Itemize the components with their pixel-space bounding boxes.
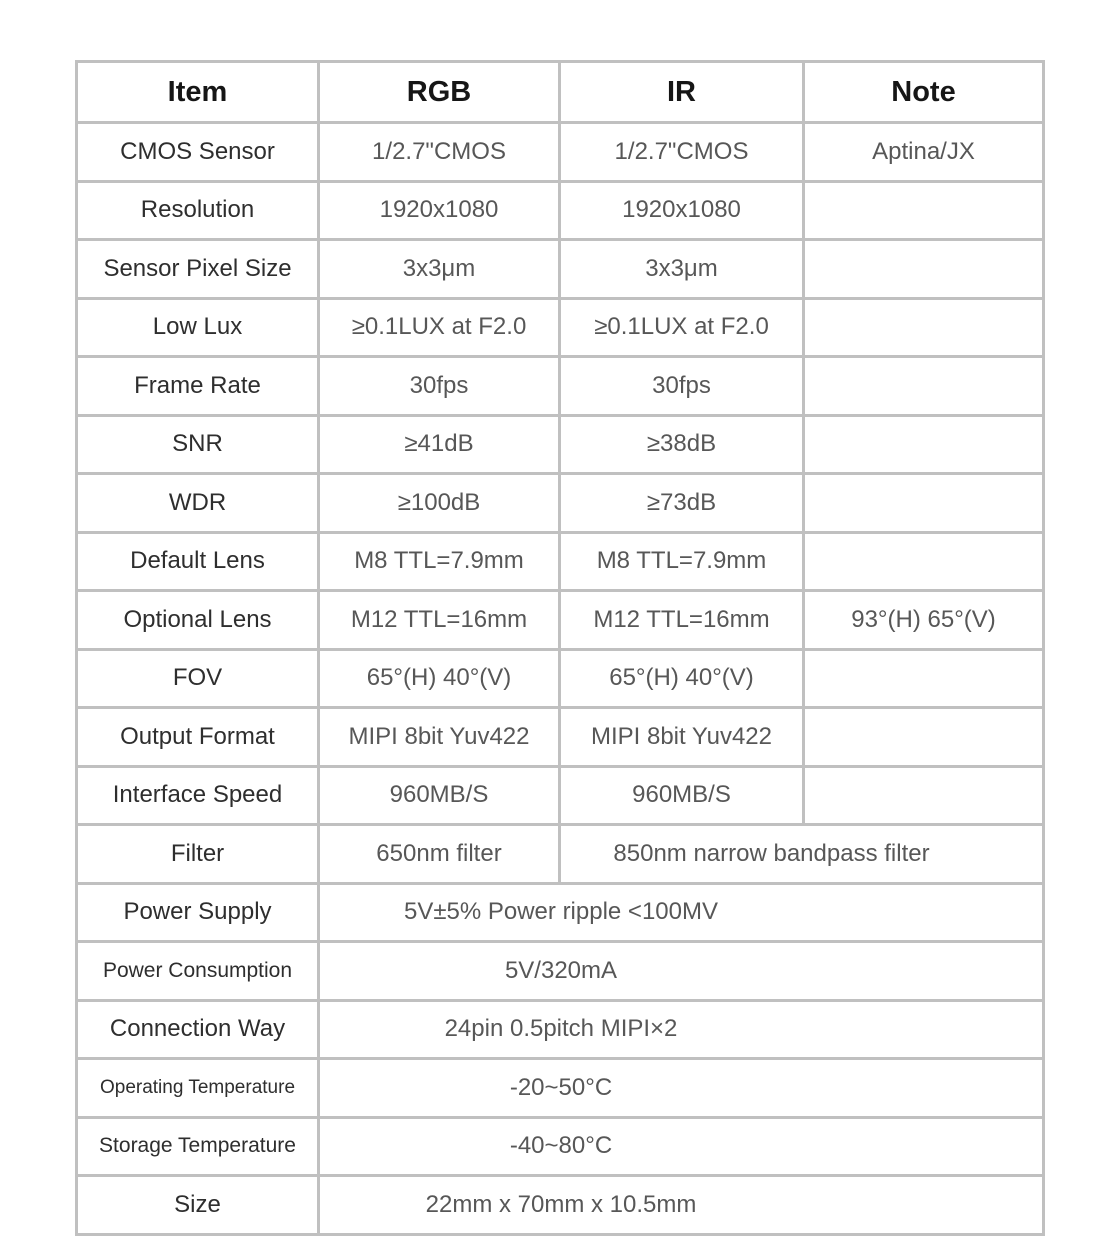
spec-item-label: Frame Rate bbox=[77, 357, 319, 416]
table-row bbox=[77, 708, 1044, 767]
spec-value-cell: 1/2.7"CMOS bbox=[560, 123, 804, 182]
spec-value-cell: -20~50°C bbox=[319, 1059, 1044, 1118]
table-row bbox=[77, 825, 1044, 884]
spec-value-cell: 30fps bbox=[560, 357, 804, 416]
spec-value-cell: ≥73dB bbox=[560, 474, 804, 533]
table-row bbox=[77, 532, 1044, 591]
column-header-rgb: RGB bbox=[319, 62, 560, 123]
spec-value-cell bbox=[804, 415, 1044, 474]
spec-table-header bbox=[77, 62, 1044, 123]
spec-value-cell bbox=[804, 357, 1044, 416]
spec-table-body bbox=[77, 123, 1044, 1235]
table-row bbox=[77, 123, 1044, 182]
spec-value-cell: M8 TTL=7.9mm bbox=[560, 532, 804, 591]
spec-value-cell: M12 TTL=16mm bbox=[560, 591, 804, 650]
table-row bbox=[77, 766, 1044, 825]
column-header-item: Item bbox=[77, 62, 319, 123]
table-row bbox=[77, 357, 1044, 416]
spec-value-cell: ≥100dB bbox=[319, 474, 560, 533]
spec-value-cell: MIPI 8bit Yuv422 bbox=[560, 708, 804, 767]
spec-value-cell: 960MB/S bbox=[319, 766, 560, 825]
spec-value-cell: 1/2.7"CMOS bbox=[319, 123, 560, 182]
spec-value-cell bbox=[804, 240, 1044, 299]
spec-value-cell: MIPI 8bit Yuv422 bbox=[319, 708, 560, 767]
spec-item-label: Power Supply bbox=[77, 883, 319, 942]
spec-item-label: Size bbox=[77, 1176, 319, 1235]
spec-value-cell: 65°(H) 40°(V) bbox=[319, 649, 560, 708]
spec-value-cell: 22mm x 70mm x 10.5mm bbox=[319, 1176, 1044, 1235]
spec-value-cell bbox=[804, 532, 1044, 591]
table-row bbox=[77, 474, 1044, 533]
spec-value-cell: ≥41dB bbox=[319, 415, 560, 474]
table-row bbox=[77, 181, 1044, 240]
spec-value-cell bbox=[804, 766, 1044, 825]
spec-value-cell: ≥0.1LUX at F2.0 bbox=[560, 298, 804, 357]
spec-value-cell bbox=[804, 181, 1044, 240]
spec-value-cell: 93°(H) 65°(V) bbox=[804, 591, 1044, 650]
spec-value-cell bbox=[804, 708, 1044, 767]
table-row bbox=[77, 591, 1044, 650]
spec-item-label: SNR bbox=[77, 415, 319, 474]
spec-value-cell: Aptina/JX bbox=[804, 123, 1044, 182]
spec-value-cell: 30fps bbox=[319, 357, 560, 416]
spec-value-cell: ≥0.1LUX at F2.0 bbox=[319, 298, 560, 357]
table-row bbox=[77, 649, 1044, 708]
spec-item-label: Low Lux bbox=[77, 298, 319, 357]
spec-value-cell: -40~80°C bbox=[319, 1117, 1044, 1176]
table-row bbox=[77, 1000, 1044, 1059]
spec-value-cell: 3x3μm bbox=[319, 240, 560, 299]
table-row bbox=[77, 1059, 1044, 1118]
table-row bbox=[77, 240, 1044, 299]
spec-item-label: Power Consumption bbox=[77, 942, 319, 1001]
spec-value-cell: 1920x1080 bbox=[560, 181, 804, 240]
spec-value-cell bbox=[804, 649, 1044, 708]
spec-item-label: Output Format bbox=[77, 708, 319, 767]
spec-value-cell: 850nm narrow bandpass filter bbox=[560, 825, 1044, 884]
spec-item-label: Filter bbox=[77, 825, 319, 884]
spec-value-cell: 960MB/S bbox=[560, 766, 804, 825]
table-row bbox=[77, 883, 1044, 942]
table-row bbox=[77, 942, 1044, 1001]
table-row bbox=[77, 415, 1044, 474]
spec-value-cell: M8 TTL=7.9mm bbox=[319, 532, 560, 591]
spec-value-cell: 3x3μm bbox=[560, 240, 804, 299]
spec-item-label: Connection Way bbox=[77, 1000, 319, 1059]
spec-value-cell: 1920x1080 bbox=[319, 181, 560, 240]
spec-value-cell bbox=[804, 474, 1044, 533]
spec-item-label: Resolution bbox=[77, 181, 319, 240]
spec-item-label: CMOS Sensor bbox=[77, 123, 319, 182]
spec-value-cell: 24pin 0.5pitch MIPI×2 bbox=[319, 1000, 1044, 1059]
spec-item-label: WDR bbox=[77, 474, 319, 533]
spec-item-label: Sensor Pixel Size bbox=[77, 240, 319, 299]
spec-value-cell: 650nm filter bbox=[319, 825, 560, 884]
spec-table bbox=[75, 60, 1045, 1236]
spec-value-cell: ≥38dB bbox=[560, 415, 804, 474]
spec-item-label: Optional Lens bbox=[77, 591, 319, 650]
table-row bbox=[77, 1117, 1044, 1176]
spec-item-label: Default Lens bbox=[77, 532, 319, 591]
header-row bbox=[77, 62, 1044, 123]
spec-item-label: FOV bbox=[77, 649, 319, 708]
spec-value-cell bbox=[804, 298, 1044, 357]
table-row bbox=[77, 1176, 1044, 1235]
table-row bbox=[77, 298, 1044, 357]
column-header-ir: IR bbox=[560, 62, 804, 123]
spec-item-label: Operating Temperature bbox=[77, 1059, 319, 1118]
spec-value-cell: 5V±5% Power ripple <100MV bbox=[319, 883, 1044, 942]
spec-value-cell: 65°(H) 40°(V) bbox=[560, 649, 804, 708]
spec-item-label: Interface Speed bbox=[77, 766, 319, 825]
spec-value-cell: M12 TTL=16mm bbox=[319, 591, 560, 650]
column-header-note: Note bbox=[804, 62, 1044, 123]
spec-value-cell: 5V/320mA bbox=[319, 942, 1044, 1001]
spec-item-label: Storage Temperature bbox=[77, 1117, 319, 1176]
